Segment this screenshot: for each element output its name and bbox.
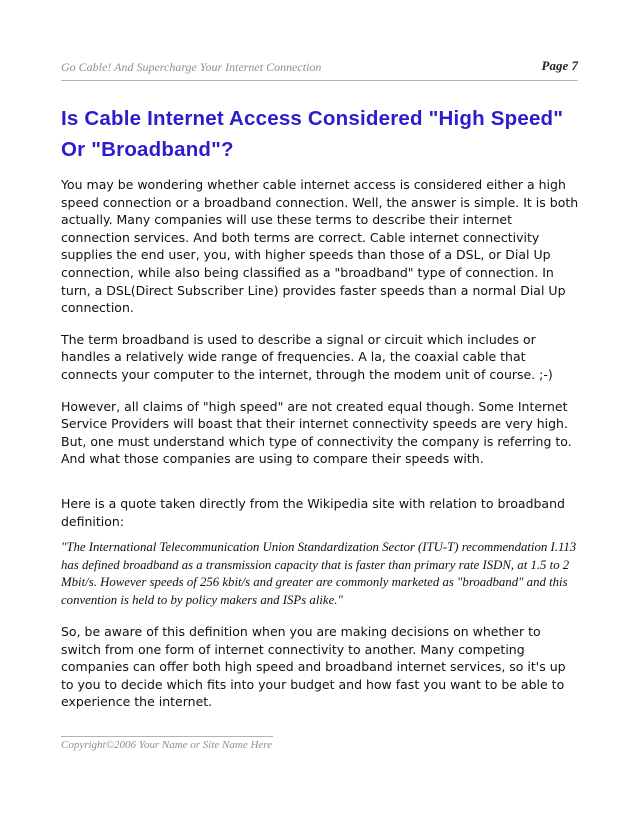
paragraph-intro: You may be wondering whether cable internet access is considered either a high speed connection or a broadband connection. Well, the answer is simple. It is both actually. Many companies will use these terms to describe their internet connection services. And both terms are correct. Cable internet connectivity supplies the end user, you, with higher speeds than those of a DSL, or Dial Up connection, while also being classified as a "broadband" type of connection. In turn, a DSL(Direct Subscriber Line) provides faster speeds than a normal Dial Up connection. — [61, 177, 579, 316]
page-footer: Copyright©2006 Your Name or Site Name Here — [61, 736, 273, 751]
wikipedia-quote: "The International Telecommunication Union Standardization Sector (ITU-T) recommendation I.113 has defined broadband as a transmission capacity that is faster than primary rate ISDN, at 1.5 to 2 Mbit/s. However speeds of 256 kbit/s and greater are commonly marketed as "broadband" and this convention is held to by policy makers and ISPs alike." — [61, 540, 577, 607]
paragraph-closing: So, be aware of this definition when you are making decisions on whether to switch from one form of internet connectivity to another. Many competing companies can offer both high speed and broadband internet services, so it's up to you to decide which fits into your budget and how fast you want to be able to experience the internet. — [61, 624, 566, 710]
page-header — [61, 58, 578, 81]
paragraph-quote-intro: Here is a quote taken directly from the Wikipedia site with relation to broadband definition: — [61, 495, 565, 529]
header-title: Go Cable! And Supercharge Your Internet Connection — [61, 60, 322, 74]
page-number: Page 7 — [541, 58, 578, 73]
page-title: Is Cable Internet Access Considered "High Speed" Or "Broadband"? — [61, 107, 564, 161]
paragraph-high-speed-claims: However, all claims of "high speed" are not created equal though. Some Internet Service Providers will boast that their internet connectivity speeds are very high. But, one must understand which type of connectivity the company is referring to. And what those companies are using to compare their speeds with. — [61, 398, 572, 467]
paragraph-broadband-definition: The term broadband is used to describe a signal or circuit which includes or handles a relatively wide range of frequencies. A la, the coaxial cable that connects your computer to the internet, through the modem unit of course. ;-) — [61, 331, 553, 382]
page-content — [61, 103, 581, 725]
